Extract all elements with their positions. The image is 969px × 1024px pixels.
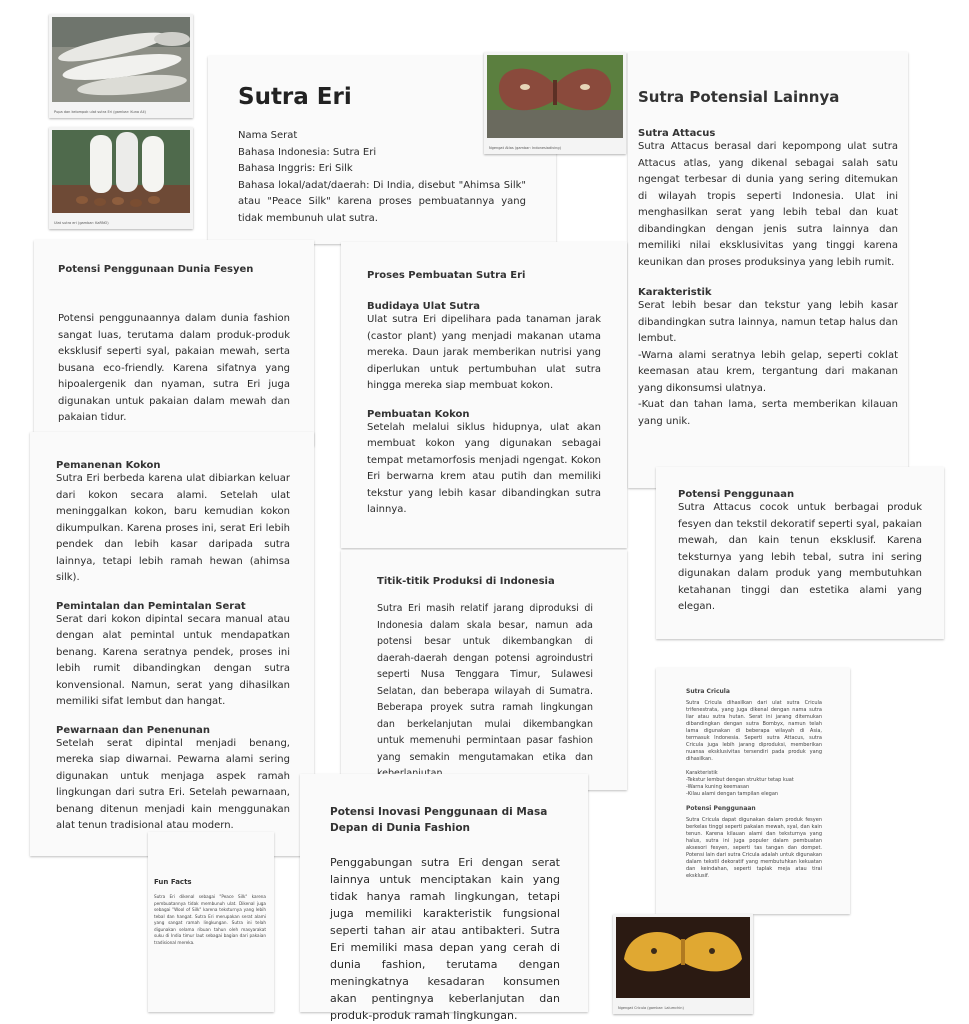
harvest-card [30, 432, 314, 856]
atlas-caption: Ngengat Atlas (gambar: Indonesiadiving) [489, 146, 561, 150]
budidaya-heading: Budidaya Ulat Sutra [367, 301, 481, 312]
attacus-heading: Sutra Attacus [638, 128, 716, 139]
indonesian-name: Bahasa Indonesia: Sutra Eri [238, 146, 377, 158]
production-card [341, 550, 627, 790]
silkworm-larvae-image [52, 17, 190, 102]
attacus-text: Sutra Attacus berasal dari kepompong ulat sutra Attacus atlas, yang dikenal sebagai salah satu ngengat terbesar di dunia yang sering ditemukan di wilayah tropis seperti Indonesia. Ulat ini menghasilkan serat yang lebih tebal dan kuat dibandingkan dengan jenis sutra lainnya dan memiliki nilai eksklusivitas yang tinggi karena keunikan dan proses produksinya yang lebih rumit. [638, 141, 898, 268]
cocoons-caption: Ulat sutra eri (gambar: KaRNO) [54, 221, 109, 225]
cricula-heading: Sutra Cricula [686, 688, 730, 695]
cricula-text: Sutra Cricula dihasilkan dari ulat sutra Cricula trifenestrata, yang juga dikenal dengan nama sutra liar atau sutra hutan. Serat ini jarang ditemukan dibandingkan dengan sutra Bombyx, namun telah lama digunakan di beberapa wilayah di Asia, termasuk Indonesia. Seperti sutra Attacus, sutra Cricula juga lebih jarang diproduksi, memberikan nuansa eksklusivitas tersendiri pada produk yang dihasilkan. [686, 700, 822, 762]
cricula-use-text: Sutra Cricula dapat digunakan dalam produk fesyen berkelas tinggi seperti pakaian mewah, syal, dan kain tenun. Karena kilauan alami dan teksturnya yang halus, sutra ini juga populer dalam pembuatan aksesori fesyen, seperti tas tangan dan dompet. Potensi lain dari sutra Cricula adalah untuk digunakan dalam tekstil dekoratif yang membutuhkan kekuatan dan keindahan, seperti taplak meja atau tirai eksklusif. [686, 817, 822, 879]
fiber-name-label: Nama Serat [238, 130, 298, 141]
panen-text: Sutra Eri berbeda karena ulat dibiarkan keluar dari kokon secara alami. Setelah ulat meninggalkan kokon, baru kemudian kokon dikumpulkan. Karena proses ini, serat Eri lebih pendek dan lebih kasar daripada sutra lainnya, tetapi lebih ramah hewan (ahimsa silk). [56, 473, 290, 583]
cricula-char-3: -Kilau alami dengan tampilan elegan [686, 791, 779, 797]
cricula-photo [613, 914, 753, 1014]
silk-cocoons-image [52, 130, 190, 213]
english-name: Bahasa Inggris: Eri Silk [238, 163, 353, 174]
process-card [341, 242, 627, 548]
larvae-caption: Pupa dan kelompok ulat sutra Eri (gambar: Kuna Ali) [54, 110, 146, 114]
fun-facts-card [148, 832, 274, 1012]
pintal-text: Serat dari kokon dipintal secara manual atau dengan alat pemintal untuk mendapatkan benang. Karena seratnya pendek, proses ini lebih rumit dibandingkan dengan sutra konvensional. Namun, serat yang dihasilkan memiliki sifat lembut dan hangat. [56, 613, 290, 707]
fun-facts-text: Sutra Eri dikenal sebagai "Peace Silk" karena pembuatannya tidak membunuh ulat. Dikenal juga sebagai "Wool of Silk" karena teksturnya yang lebih tebal dan hangat. Sutra Eri merupakan serat alami yang sangat ramah lingkungan. Sutra ini telah digunakan selama ribuan tahun oleh masyarakat suku di India timur laut sebagai bagian dari pakaian tradisional mereka. [154, 894, 266, 945]
cocoons-photo [49, 127, 193, 229]
cricula-moth-image [616, 917, 750, 998]
attacus-char-heading: Karakteristik [638, 287, 712, 298]
pintal-heading: Pemintalan dan Pemintalan Serat [56, 600, 246, 612]
other-silk-title: Sutra Potensial Lainnya [638, 88, 840, 106]
cricula-card [656, 668, 850, 914]
budidaya-text: Ulat sutra Eri dipelihara pada tanaman jarak (castor plant) yang menjadi makanan utama mereka. Daun jarak memberikan nutrisi yang diperlukan untuk pertumbuhan ulat sutra hingga mereka siap membuat kokon. [367, 314, 601, 391]
kokon-heading: Pembuatan Kokon [367, 408, 470, 420]
atlas-photo [484, 52, 626, 154]
attacus-char-text: Serat lebih besar dan tekstur yang lebih kasar dibandingkan sutra lainnya, namun tetap halus dan lembut. [638, 300, 898, 344]
warna-text: Setelah serat dipintal menjadi benang, mereka siap diwarnai. Pewarna alami sering digunakan untuk menjaga aspek ramah lingkungan dari sutra Eri. Setelah pewarnaan, benang ditenun menjadi kain menggunakan alat tenun tradisional atau modern. [56, 737, 290, 831]
other-silk-card [628, 52, 908, 488]
fashion-text: Potensi penggunaannya dalam dunia fashion sangat luas, terutama dalam produk-produk eksklusif seperti syal, pakaian mewah, serta busana eco-friendly. Karena sifatnya yang hipoalergenik dan nyaman, sutra Eri juga digunakan untuk pakaian dalam mewah dan pakaian tidur. [58, 313, 290, 423]
larvae-photo [49, 14, 193, 118]
page-title: Sutra Eri [238, 84, 352, 110]
attacus-char-item-2: -Kuat dan tahan lama, serta memberikan kilauan yang unik. [638, 399, 898, 427]
cricula-char-heading: Karakteristik [686, 770, 718, 776]
cricula-caption: Ngengat Cricula (gambar: Lalumchin) [618, 1006, 684, 1010]
production-text: Sutra Eri masih relatif jarang diproduksi di Indonesia dalam skala besar, namun ada potensi besar untuk dikembangkan di daerah-daerah dengan potensi agroindustri seperti Nusa Tenggara Timur, Sulawesi Selatan, dan beberapa wilayah di Sumatra. Beberapa proyek sutra ramah lingkungan dan berkelanjutan mulai dikembangkan untuk memenuhi permintaan pasar fashion yang semakin mengutamakan etika dan [377, 603, 593, 763]
innovation-text: Penggabungan sutra Eri dengan serat lainnya untuk menciptakan kain yang tidak hanya ramah lingkungan, tetapi juga memiliki karakteristik fungsional seperti tahan air atau antibakteri. Sutra Eri memiliki masa depan yang cerah di dunia fashion, terutama dengan meningkatnya kesadaran konsumen akan pentingnya keberlanjutan dan produk-produk ramah lingkungan. [330, 856, 560, 1022]
production-heading: Titik-titik Produksi di Indonesia [377, 576, 555, 587]
panen-heading: Pemanenan Kokon [56, 460, 161, 471]
attacus-use-heading: Potensi Penggunaan [678, 489, 795, 500]
attacus-char-item-1: -Warna alami seratnya lebih gelap, seperti coklat keemasan atau krem, tergantung dari makanan yang dikonsumsi ulatnya. [638, 349, 898, 394]
atlas-moth-image [487, 55, 623, 138]
kokon-text: Setelah melalui siklus hidupnya, ulat akan membuat kokon yang digunakan sebagai tempat metamorfosis menjadi ngengat. Kokon Eri berwarna krem atau putih dan memiliki tekstur yang lebih kasar dibandingkan sutra lainnya. [367, 421, 601, 515]
innovation-heading: Potensi Inovasi Penggunaan di Masa Depan di Dunia Fashion [330, 806, 548, 834]
process-heading: Proses Pembuatan Sutra Eri [367, 270, 526, 281]
cricula-char-2: -Warna kuning keemasan [686, 784, 750, 790]
attacus-use-card [656, 467, 944, 639]
local-name: Bahasa lokal/adat/daerah: Di India, disebut "Ahimsa Silk" atau "Peace Silk" karena proses pembuatannya yang tidak membunuh ulat sutra. [238, 179, 526, 224]
warna-heading: Pewarnaan dan Penenunan [56, 724, 210, 736]
fashion-heading: Potensi Penggunaan Dunia Fesyen [58, 264, 254, 275]
cricula-char-1: -Tekstur lembut dengan struktur tetap kuat [686, 777, 794, 783]
cricula-use-heading: Potensi Penggunaan [686, 805, 756, 812]
attacus-use-text: Sutra Attacus cocok untuk berbagai produk fesyen dan tekstil dekoratif seperti syal, pakaian mewah, dan kain tenun eksklusif. Karena teksturnya yang lebih tebal, sutra ini sering digunakan dalam produk yang membutuhkan ketahanan tinggi dan estetika alami yang elegan. [678, 502, 922, 612]
innovation-card [300, 774, 588, 1022]
fun-facts-heading: Fun Facts [154, 878, 192, 886]
fashion-card [34, 240, 314, 446]
